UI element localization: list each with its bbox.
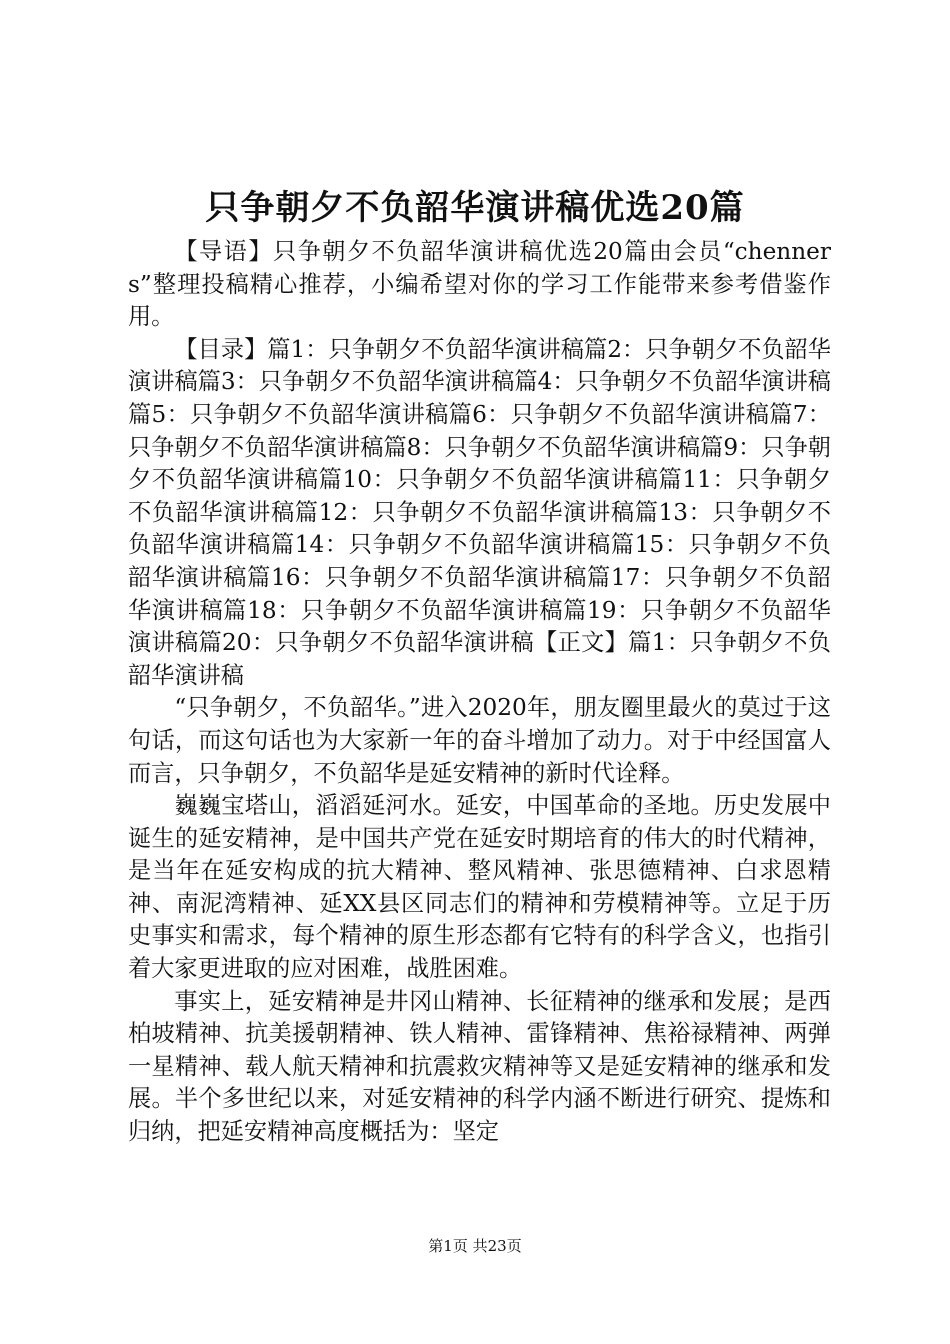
paragraph-body-3: 事实上，延安精神是井冈山精神、长征精神的继承和发展；是西柏坡精神、抗美援朝精神、铁人精神、雷锋精神、焦裕禄精神、两弹一星精神、载人航天精神和抗震救灾精神等又是延安精神的继承和发展。半个多世纪以来，对延安精神的科学内涵不断进行研究、提炼和归纳，把延安精神高度概括为：坚定 (128, 987, 831, 1146)
paragraph-intro: 【导语】只争朝夕不负韶华演讲稿优选20篇由会员“chenners”整理投稿精心推荐，小编希望对你的学习工作能带来参考借鉴作用。 (128, 238, 831, 331)
page-footer: 第1页 共23页 (428, 1237, 522, 1255)
paragraph-toc: 【目录】篇1：只争朝夕不负韶华演讲稿篇2：只争朝夕不负韶华演讲稿篇3：只争朝夕不负韶华演讲稿篇4：只争朝夕不负韶华演讲稿篇5：只争朝夕不负韶华演讲稿篇6：只争朝夕不负韶华演讲稿篇7：只争朝夕不负韶华演讲稿篇8：只争朝夕不负韶华演讲稿篇9：只争朝夕不负韶华演讲稿篇10：只争朝夕不负韶华演讲稿篇11：只争朝夕不负韶华演讲稿篇12：只争朝夕不负韶华演讲稿篇13：只争朝夕不负韶华演讲稿篇14：只争朝夕不负韶华演讲稿篇15：只争朝夕不负韶华演讲稿篇16：只争朝夕不负韶华演讲稿篇17：只争朝夕不负韶华演讲稿篇18：只争朝夕不负韶华演讲稿篇19：只争朝夕不负韶华演讲稿篇20：只争朝夕不负韶华演讲稿【正文】篇1：只争朝夕不负韶华演讲稿 (128, 335, 831, 689)
document-body (128, 236, 831, 1149)
page-title: 只争朝夕不负韶华演讲稿优选20篇 (205, 188, 745, 228)
paragraph-body-2: 巍巍宝塔山，滔滔延河水。延安，中国革命的圣地。历史发展中诞生的延安精神，是中国共产党在延安时期培育的伟大的时代精神，是当年在延安构成的抗大精神、整风精神、张思德精神、白求恩精神、南泥湾精神、延XX县区同志们的精神和劳模精神等。立足于历史事实和需求，每个精神的原生形态都有它特有的科学含义，也指引着大家更进取的应对困难，战胜困难。 (128, 792, 831, 983)
paragraph-body-1: “只争朝夕，不负韶华。”进入2020年，朋友圈里最火的莫过于这句话，而这句话也为大家新一年的奋斗增加了动力。对于中经国富人而言，只争朝夕，不负韶华是延安精神的新时代诠释。 (128, 694, 831, 787)
